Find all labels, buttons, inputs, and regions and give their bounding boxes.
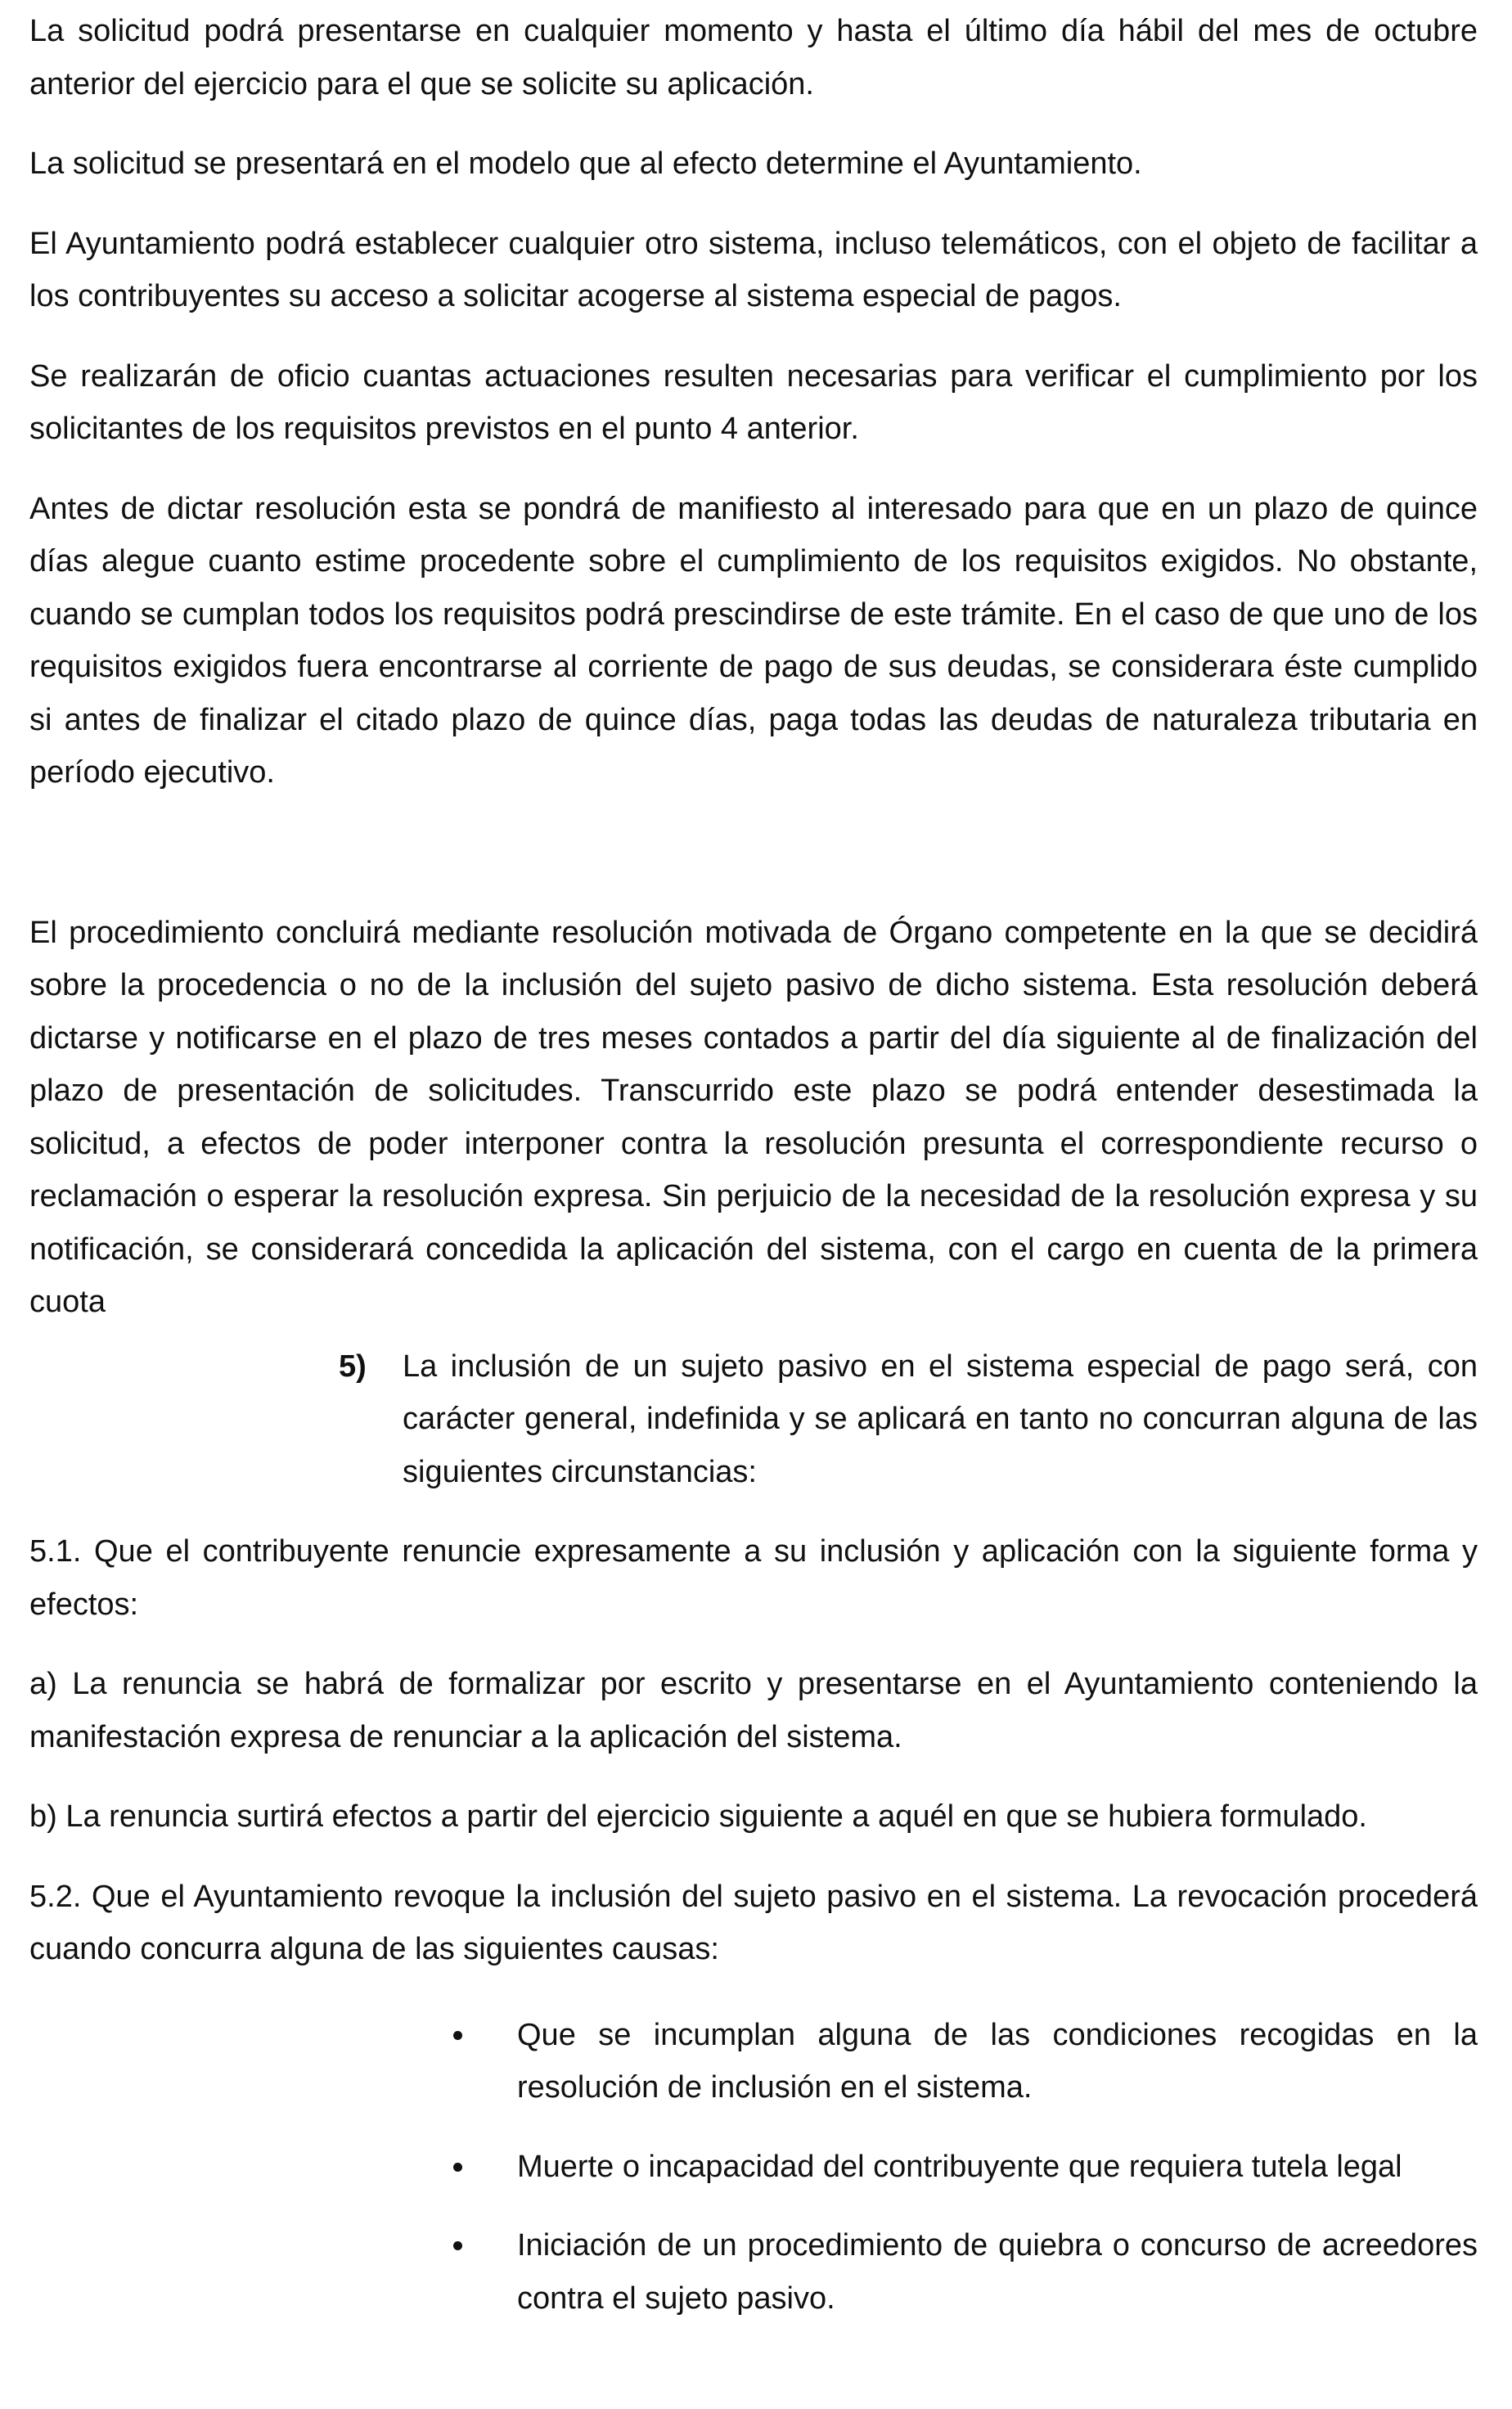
bullet-icon [453, 2163, 462, 2172]
bullet-icon [453, 2031, 462, 2040]
paragraph-5-2: 5.2. Que el Ayuntamiento revoque la inclusión del sujeto pasivo en el sistema. La revocación procederá cuando concurra alguna de las siguientes causas: [29, 1879, 1478, 1966]
bullet-icon [453, 2241, 462, 2250]
paragraph-telematic-systems: El Ayuntamiento podrá establecer cualquier otro sistema, incluso telemáticos, con el objeto de facilitar a los contribuyentes su acceso a solicitar acogerse al sistema especial de pagos. [29, 226, 1478, 313]
paragraph-application-deadline: La solicitud podrá presentarse en cualquier momento y hasta el último día hábil del mes de octubre anterior del ejercicio para el que se solicite su aplicación. [29, 14, 1478, 101]
revocation-causes-list [29, 2009, 1478, 2326]
point-5-number: 5) [339, 1349, 367, 1384]
paragraph-renuncia-b: b) La renuncia surtirá efectos a partir del ejercicio siguiente a aquél en que se hubiera formulado. [29, 1799, 1367, 1834]
list-item [29, 2141, 1478, 2194]
paragraph-application-model: La solicitud se presentará en el modelo que al efecto determine el Ayuntamiento. [29, 146, 1142, 181]
point-5 [29, 1340, 1478, 1499]
paragraph-5-1: 5.1. Que el contribuyente renuncie expresamente a su inclusión y aplicación con la siguiente forma y efectos: [29, 1534, 1478, 1622]
paragraph-procedure-conclusion: El procedimiento concluirá mediante resolución motivada de Órgano competente en la que se decidirá sobre la procedencia o no de la inclusión del sujeto pasivo de dicho sistema. Esta resolución deberá dictarse y notificarse en el plazo de tres meses contados a partir del día siguiente al de finalización del plazo de presentación de solicitudes. Transcurrido este plazo se podrá entender desestimada la solicitud, a efectos de poder interponer contra la resolución presunta el correspondiente recurso o reclamación o esperar la resolución expresa. Sin perjuicio de la necesidad de la resolución expresa y su notificación, se considerará concedida la aplicación del sistema, con el cargo en cuenta de la primera cuota [29, 915, 1478, 1319]
paragraph-hearing-procedure: Antes de dictar resolución esta se pondrá de manifiesto al interesado para que en un plazo de quince días alegue cuanto estime procedente sobre el cumplimiento de los requisitos exigidos. No obstante, cuando se cumplan todos los requisitos podrá prescindirse de este trámite. En el caso de que uno de los requisitos exigidos fuera encontrarse al corriente de pago de sus deudas, se considerara éste cumplido si antes de finalizar el citado plazo de quince días, paga todas las deudas de naturaleza tributaria en período ejecutivo. [29, 491, 1478, 790]
point-5-text: La inclusión de un sujeto pasivo en el sistema especial de pago será, con carácter general, indefinida y se aplicará en tanto no concurran alguna de las siguientes circunstancias: [403, 1349, 1478, 1489]
cause-text: Muerte o incapacidad del contribuyente que requiera tutela legal [517, 2149, 1402, 2184]
document-page [29, 5, 1478, 2351]
cause-text: Iniciación de un procedimiento de quiebra o concurso de acreedores contra el sujeto pasivo. [517, 2228, 1478, 2316]
paragraph-renuncia-a: a) La renuncia se habrá de formalizar por escrito y presentarse en el Ayuntamiento conteniendo la manifestación expresa de renunciar a la aplicación del sistema. [29, 1667, 1478, 1754]
list-item [29, 2219, 1478, 2325]
list-item [29, 2009, 1478, 2114]
paragraph-ex-officio-checks: Se realizarán de oficio cuantas actuaciones resulten necesarias para verificar el cumplimiento por los solicitantes de los requisitos previstos en el punto 4 anterior. [29, 358, 1478, 446]
cause-text: Que se incumplan alguna de las condiciones recogidas en la resolución de inclusión en el sistema. [517, 2017, 1478, 2105]
